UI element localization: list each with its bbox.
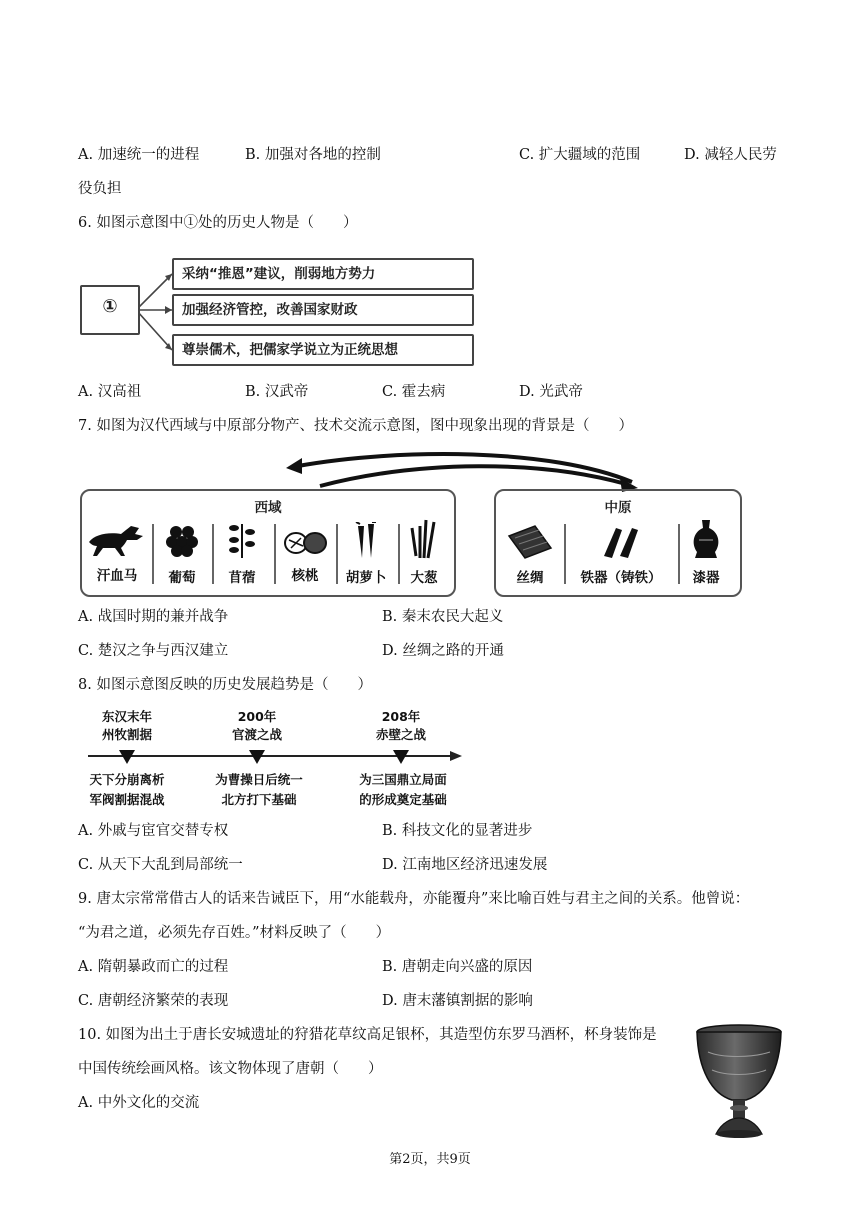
iron-tools-icon: [596, 522, 646, 560]
q6-box-1: 采纳“推恩”建议，削弱地方势力: [172, 258, 474, 290]
q7-option-b: B. 秦末农民大起义: [382, 609, 504, 625]
item-carrot-label: 胡萝卜: [345, 570, 387, 586]
item-iron-tools-label: 铁器（铸铁）: [580, 570, 662, 586]
lacquer-vase-icon: [689, 518, 723, 560]
q9-option-c: C. 唐朝经济繁荣的表现: [78, 993, 229, 1009]
q8-option-d: D. 江南地区经济迅速发展: [382, 857, 548, 873]
item-lacquer: [680, 518, 732, 586]
west-region-title: 西域: [254, 500, 282, 516]
event-3-bottom: 为三国鼎立局面 的形成奠定基础: [359, 772, 447, 807]
q7-option-d: D. 丝绸之路的开通: [382, 643, 504, 659]
q7-option-a: A. 战国时期的兼并战争: [78, 609, 229, 625]
q6-option-a: A. 汉高祖: [78, 384, 142, 400]
q10-stem-line1: 10. 如图为出土于唐长安城遗址的狩猎花草纹高足银杯，其造型仿东罗马酒杯，杯身装饰是: [78, 1027, 657, 1043]
grape-icon: [162, 520, 202, 560]
q9-stem-line1: 9. 唐太宗常常借古人的话来告诫臣下，用“水能载舟，亦能覆舟”来比喻百姓与君主之间的关系。他曾说：: [78, 891, 750, 907]
scallion-icon: [406, 516, 442, 560]
q9-option-b: B. 唐朝走向兴盛的原因: [382, 959, 533, 975]
q9-option-d: D. 唐末藩镇割据的影响: [382, 993, 533, 1009]
q6-option-b: B. 汉武帝: [245, 384, 309, 400]
event-2-top: 200年 官渡之战: [231, 709, 282, 742]
page-footer: 第2页，共9页: [389, 1152, 471, 1167]
walnut-icon: [283, 528, 327, 558]
horse-icon: [85, 522, 149, 558]
item-scallion-label: 大葱: [410, 570, 438, 586]
q7-stem: 7. 如图为汉代西域与中原部分物产、技术交流示意图，图中现象出现的背景是（ ）: [78, 418, 633, 434]
timeline-axis: [88, 748, 464, 768]
q5-option-d: D. 减轻人民劳: [684, 147, 777, 163]
item-horse-label: 汗血马: [96, 568, 138, 584]
exchange-arrows: [280, 446, 650, 492]
item-scallion: [398, 516, 450, 586]
q10-option-a: A. 中外文化的交流: [78, 1095, 200, 1111]
silver-cup-image: [692, 1022, 786, 1140]
item-alfalfa-label: 苜蓿: [228, 570, 256, 586]
carrot-icon: [346, 522, 386, 560]
q6-connector-arrows: [138, 260, 174, 370]
q10-stem-line2: 中国传统绘画风格。该文物体现了唐朝（ ）: [78, 1061, 383, 1077]
q5-option-d-wrap: 役负担: [78, 181, 122, 197]
q5-option-b: B. 加强对各地的控制: [245, 147, 381, 163]
item-alfalfa: [214, 518, 270, 586]
q6-box-3: 尊崇儒术，把儒家学说立为正统思想: [172, 334, 474, 366]
q5-option-a: A. 加速统一的进程: [78, 147, 200, 163]
q6-stem: 6. 如图示意图中①处的历史人物是（ ）: [78, 215, 358, 231]
q8-option-a: A. 外戚与宦官交替专权: [78, 823, 229, 839]
alfalfa-icon: [222, 518, 262, 560]
event-1-top: 东汉末年 州牧割据: [101, 709, 152, 742]
event-1-bottom: 天下分崩离析 军阀割据混战: [89, 772, 165, 807]
q5-option-c: C. 扩大疆域的范围: [519, 147, 641, 163]
item-carrot: [336, 522, 396, 586]
item-horse: [84, 522, 150, 584]
silk-icon: [505, 522, 555, 560]
q6-box-2: 加强经济管控，改善国家财政: [172, 294, 474, 326]
q6-option-c: C. 霍去病: [382, 384, 446, 400]
item-iron-tools: [566, 522, 676, 586]
item-walnut: [276, 528, 334, 584]
q8-stem: 8. 如图示意图反映的历史发展趋势是（ ）: [78, 677, 372, 693]
q9-stem-line2: “为君之道，必须先存百姓。”材料反映了（ ）: [78, 925, 391, 941]
item-lacquer-label: 漆器: [692, 570, 720, 586]
q9-option-a: A. 隋朝暴政而亡的过程: [78, 959, 229, 975]
q8-option-c: C. 从天下大乱到局部统一: [78, 857, 243, 873]
q8-option-b: B. 科技文化的显著进步: [382, 823, 533, 839]
item-grape: [154, 520, 210, 586]
q6-option-d: D. 光武帝: [519, 384, 583, 400]
item-silk-label: 丝绸: [516, 570, 544, 586]
q7-option-c: C. 楚汉之争与西汉建立: [78, 643, 229, 659]
event-3-top: 208年 赤壁之战: [375, 709, 426, 742]
q6-circle-marker: ①: [102, 296, 118, 317]
item-silk: [498, 522, 562, 586]
item-grape-label: 葡萄: [168, 570, 196, 586]
item-walnut-label: 核桃: [291, 568, 319, 584]
central-region-title: 中原: [604, 500, 632, 516]
event-2-bottom: 为曹操日后统一 北方打下基础: [215, 772, 303, 807]
